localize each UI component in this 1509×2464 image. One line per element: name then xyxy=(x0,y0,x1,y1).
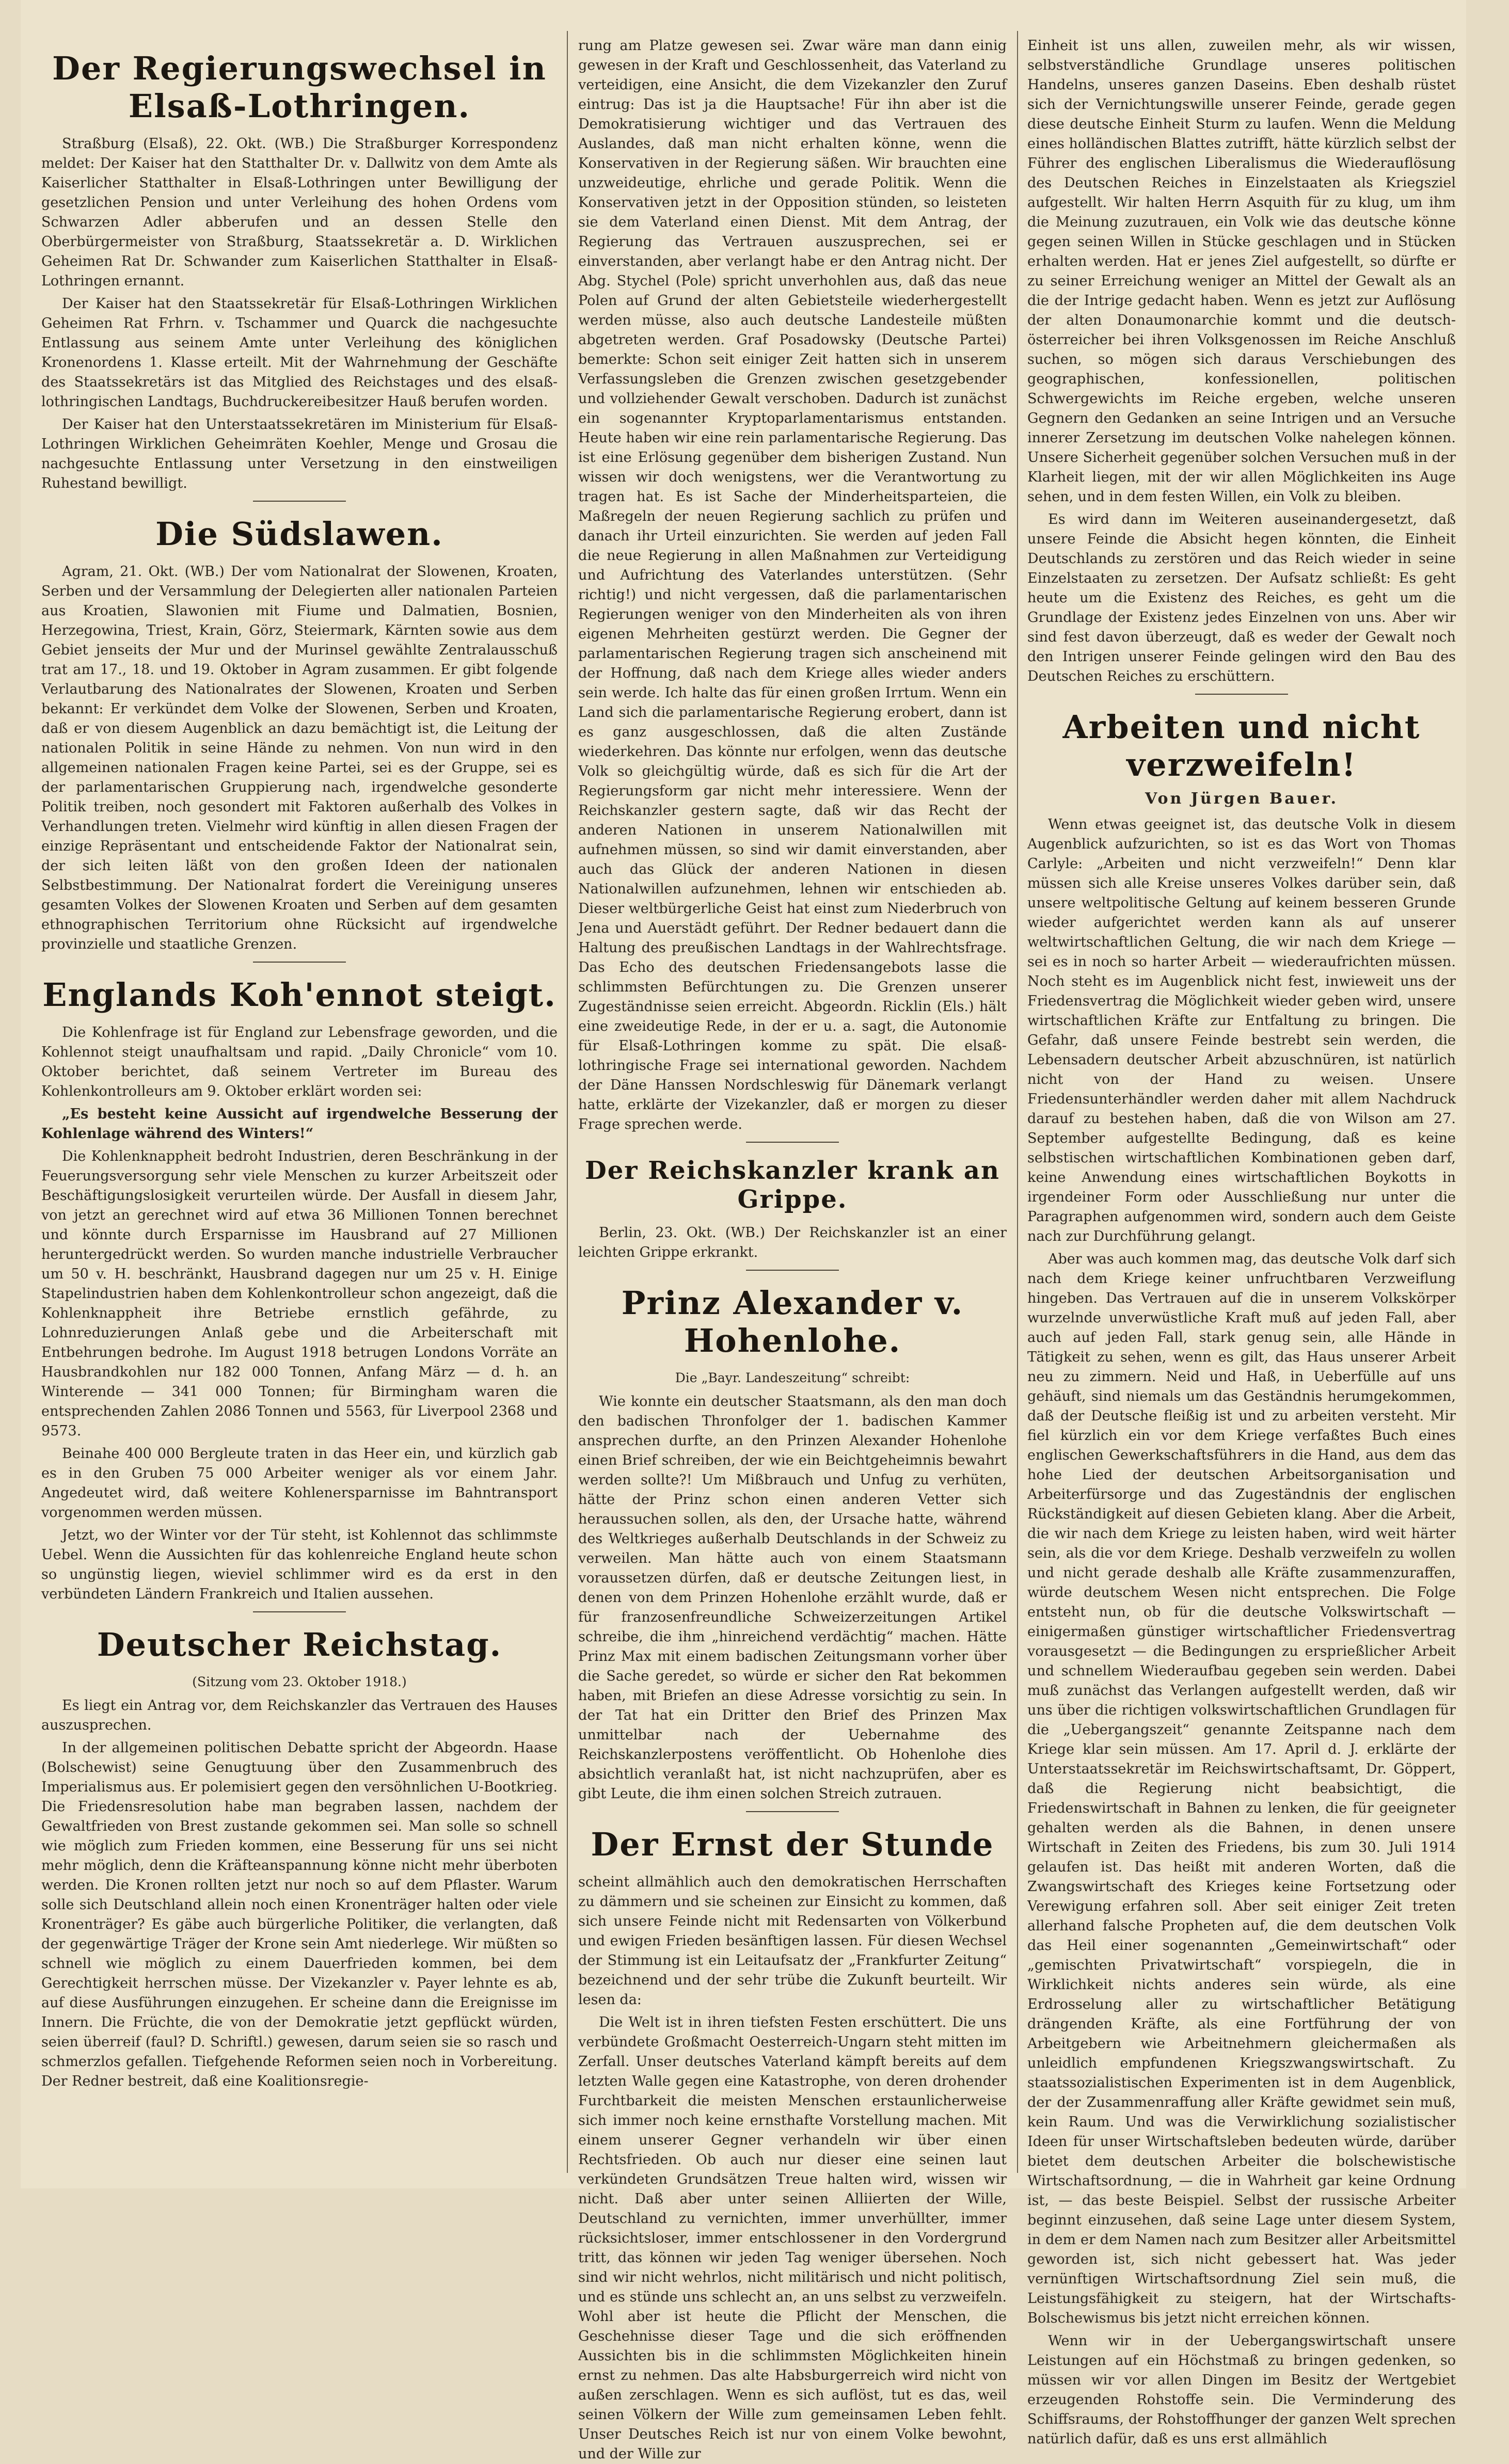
article-paragraph: Wenn wir in der Uebergangswirtschaft unsere Leistungen auf ein Höchstmaß zu bringen gedenken, so müssen wir vor allen Dingen im Besitz der Wertgebiet erzeugenden Rohstoffe sein. Die Verminderung des Schiffsraums, der Rohstoffhunger der ganzen Welt sprechen natürlich dafür, daß es uns erst allmählich xyxy=(1027,2333,1456,2447)
article-paragraph: Die Welt ist in ihren tiefsten Festen erschüttert. Die uns verbündete Großmacht Oesterreich-Ungarn steht mitten im Zerfall. Unser deutsches Vaterland kämpft bereits auf dem letzten Walle gegen eine Katastrophe, von deren drohender Furchtbarkeit die meisten Menschen erstaunlicherweise sich immer noch keine ernsthafte Vorstellung machen. Mit einem unserer Gegner verhandeln wir über einen Rechtsfrieden. Ob auch nur dieser eine seinen laut verkündeten Grundsätzen Treue halten wird, wissen wir nicht. Daß aber unter seinen Alliierten der Wille, Deutschland zu vernichten, immer unverhüllter, immer rücksichtsloser, immer entschlossener in den Vordergrund tritt, das können wir jeden Tag weniger übersehen. Noch sind wir nicht wehrlos, nicht militärisch und nicht politisch, und es stünde uns schlecht an, an uns selbst zu verzweifeln. Wohl aber ist heute die Pflicht der Menschen, die Geschehnisse dieser Tage und die sich eröffnenden Aussichten bis in die schlimmsten Möglichkeiten hinein ernst zu nehmen. Das alte Habsburgerreich wird nicht von außen zerschlagen. Wenn es sich auflöst, tut es das, weil seinen Völkern der Wille zum gemeinsamen Leben fehlt. Unser Deutsches Reich ist nur von einem Volke bewohnt, und der Wille zur xyxy=(578,2014,1007,2462)
article-paragraph: Jetzt, wo der Winter vor der Tür steht, ist Kohlennot das schlimmste Uebel. Wenn die Aussichten für das kohlenreiche England heute schon so ungünstig liegen, wieviel schlimmer wird es da erst in den verbündeten Ländern Frankreich und Italien aussehen. xyxy=(41,1527,558,1602)
article-separator xyxy=(746,1142,839,1143)
article-paragraph: Aber was auch kommen mag, das deutsche Volk darf sich nach dem Kriege keiner unfruchtbaren Verzweiflung hingeben. Das Vertrauen auf die in unserem Volkskörper wurzelnde unverwüstliche Kraft muß auf jeden Fall, aber auch auf jeden Fall, stark genug sein, alle Hände in Tätigkeit zu sehen, wenn es gilt, das Haus unserer Arbeit neu zu zimmern. Neid und Haß, in Ueberfülle auf uns gehäuft, sind niemals um das Geständnis herumgekommen, daß der Deutsche fleißig ist und zu arbeiten versteht. Mir fiel kürzlich ein vor dem Kriege verfaßtes Buch eines englischen Gewerkschaftsführers in die Hand, aus dem das hohe Lied der deutschen Arbeitsorganisation und Arbeiterfürsorge und das Zugeständnis der englischen Rückständigkeit auf diesen Gebieten klang. Aber die Arbeit, die wir nach dem Kriege zu leisten haben, wird weit härter sein, als die vor dem Kriege. Deshalb verzweifeln zu wollen und nicht gerade deshalb alle Kräfte zusammenzuraffen, würde deutschem Wesen nicht entsprechen. Die Folge entsteht nun, ob für die deutsche Volkswirtschaft — einigermaßen günstiger wirtschaftlicher Friedensvertrag vorausgesetzt — die Bedingungen zu ersprießlicher Arbeit und schnellem Wiederaufbau gegeben sein werden. Dabei muß zunächst das Verlangen aufgestellt werden, daß wir uns über die richtigen volkswirtschaftlichen Grundlagen für die „Uebergangszeit“ genannte Zeitspanne nach dem Kriege klar sein müssen. Am 17. April d. J. erklärte der Unterstaatssekretär im Reichswirtschaftsamt, Dr. Göppert, daß die Regierung nicht beabsichtigt, die Friedenswirtschaft in Bahnen zu lenken, die für geeigneter gehalten werden als die Bahnen, in denen unsere Wirtschaft in Zeiten des Friedens, bis zum 30. Juli 1914 gelaufen ist. Das heißt mit anderen Worten, daß die Zwangswirtschaft des Krieges keine Fortsetzung oder Verewigung erfahren soll. Aber seit einiger Zeit treten allerhand falsche Propheten auf, die dem deutschen Volk das Heil einer sogenannten „Gemeinwirtschaft“ oder „gemischten Privatwirtschaft“ vorspiegeln, die in Wirklichkeit nichts anderes sein würde, als eine Erdrosselung aller zu wirtschaftlicher Betätigung drängenden Kräfte, als eine Fortführung der von Arbeitgebern wie Arbeitnehmern gleichermaßen als unleidlich empfundenen Kriegszwangswirtschaft. Zu staatssozialistischen Experimenten ist in dem Augenblick, der der Zusammenraffung aller Kräfte gewidmet sein muß, kein Raum. Und was die Verwirklichung sozialistischer Ideen für unser Wirtschaftsleben bedeuten würde, darüber bietet dem deutschen Arbeiter die bolschewistische Wirtschaftsordnung, — die in Wahrheit gar keine Ordnung ist, — das beste Beispiel. Selbst der russische Arbeiter beginnt einzusehen, daß seine Lage unter diesem System, in dem er dem Namen nach zum Besitzer aller Arbeitsmittel geworden ist, sich nicht gebessert hat. Was jeder vernünftigen Wirtschaftsordnung Ziel sein muß, die Leistungsfähigkeit zu steigern, hat der Wirtschafts-Bolschewismus bis jetzt nicht erreichen können. xyxy=(1027,1251,1456,2326)
headline-arbeiten: Arbeiten und nicht verzweifeln! xyxy=(1062,708,1421,783)
article-paragraph: Der Kaiser hat den Unterstaatssekretären im Ministerium für Elsaß-Lothringen Wirklichen Geheimräten Koehler, Menge und Grosau die nachgesuchte Entlassung unter Versetzung in den einstweiligen Ruhestand bewilligt. xyxy=(41,417,558,491)
headline-reichstag: Deutscher Reichstag. xyxy=(97,1626,502,1663)
headline-suedslawen: Die Südslawen. xyxy=(155,515,443,553)
article-paragraph: Beinahe 400 000 Bergleute traten in das Heer ein, und kürzlich gab es in den Gruben 75 000 Arbeiter weniger als vor einem Jahr. Angedeutet wird, daß weitere Kohlenersparnisse im Bahntransport vorgenommen werden müssen. xyxy=(41,1446,558,1521)
article-quote: „Es besteht keine Aussicht auf irgendwelche Besserung der Kohlenlage während des Winters!“ xyxy=(41,1106,558,1142)
column-rule xyxy=(567,31,568,2173)
author-byline: Von Jürgen Bauer. xyxy=(1145,790,1339,808)
article-separator xyxy=(253,1611,346,1612)
article-paragraph: rung am Platze gewesen sei. Zwar wäre man dann einig gewesen in der Kraft und Geschlossenheit, das Vaterland zu verteidigen, eine Ansicht, die dem Vizekanzler den Zuruf eintrug: Das ist ja die Hauptsache! Für ihn aber ist die Demokratisierung wichtiger und das Vertrauen des Auslandes, daß man nicht erhalten könne, wenn die Konservativen in der Regierung säßen. Wir brauchten eine unzweideutige, ehrliche und gerade Politik. Wenn die Konservativen jetzt in der Opposition stünden, so leisteten sie dem Vaterland einen Dienst. Mit dem Antrag, der Regierung das Vertrauen auszusprechen, sei er einverstanden, aber verlangt habe er den Antrag nicht. Der Abg. Stychel (Pole) spricht unverhohlen aus, daß das neue Polen auf Grund der alten Gebietsteile wiederhergestellt werden müsse, also auch deutsche Landesteile müßten abgetreten werden. Graf Posadowsky (Deutsche Partei) bemerkte: Schon seit einiger Zeit hatten sich in unserem Verfassungsleben die Grenzen zwischen gesetzgebender und vollziehender Gewalt verschoben. Dadurch ist zunächst ein sogenannter Kryptoparlamentarismus entstanden. Heute haben wir eine rein parlamentarische Regierung. Das ist eine Erlösung gegenüber dem bisherigen Zustand. Nun wissen wir doch wenigstens, wer die Verantwortung zu tragen hat. Es ist Sache der Minderheitsparteien, die Maßregeln der neuen Regierung sachlich zu prüfen und danach ihr Urteil einzurichten. Sie werden auf jeden Fall die neue Regierung in allen Maßnahmen zur Verteidigung und Aufrichtung des Vaterlandes unterstützen. (Sehr richtig!) und nicht vergessen, daß die parlamentarischen Regierungen weniger von den Minderheiten als von ihren eigenen Mehrheiten gestürzt werden. Die Gegner der parlamentarischen Regierung tragen sich anscheinend mit der Hoffnung, daß nach dem Kriege alles wieder anders sein werde. Ich halte das für einen großen Irrtum. Wenn ein Land sich die parlamentarische Regierung erobert, dann ist es ganz ausgeschlossen, daß die alten Zustände wiederkehren. Das könnte nur erfolgen, wenn das deutsche Volk so gleichgültig würde, daß es sich für die Art der Regierungsform gar nicht mehr interessiere. Wenn der Reichskanzler gestern sagte, daß wir das Recht der anderen Nationen in unserem Nationalwillen mit aufnehmen müssen, so sind wir damit einverstanden, aber auch das Glück der anderen Nationen in diesen Nationalwillen aufzunehmen, lehnen wir entschieden ab. Dieser weltbürgerliche Geist hat einst zum Niederbruch von Jena und Auerstädt geführt. Der Redner bedauert dann die Haltung des preußischen Landtags in der Wahlrechtsfrage. Das Echo des deutschen Friedensangebots lasse die schlimmsten Befürchtungen zu. Die Grenzen unserer Zugeständnisse seien erreicht. Abgeordn. Ricklin (Els.) hält eine zweideutige Rede, in der er u. a. sagt, die Autonomie für Elsaß-Lothringen komme zu spät. Die elsaß-lothringische Frage sei international geworden. Nachdem der Däne Hanssen Nordschleswig für Dänemark verlangt hatte, erklärte der Vizekanzler, daß er morgen zu dieser Frage sprechen werde. xyxy=(578,38,1007,1132)
article-paragraph: scheint allmählich auch den demokratischen Herrschaften zu dämmern und sie scheinen zur Einsicht zu kommen, daß sich unsere Feinde nicht mit Redensarten von Völkerbund und ewigen Frieden besänftigen lassen. Für diesen Wechsel der Stimmung ist ein Leitaufsatz der „Frankfurter Zeitung“ bezeichnend und der sehr trübe die Zukunft beurteilt. Wir lesen da: xyxy=(578,1874,1007,2008)
article-paragraph: Es liegt ein Antrag vor, dem Reichskanzler das Vertrauen des Hauses auszusprechen. xyxy=(41,1698,558,1733)
headline-ernst-der-stunde: Der Ernst der Stunde xyxy=(591,1826,994,1863)
article-separator xyxy=(253,962,346,963)
article-paragraph: Straßburg (Elsaß), 22. Okt. (WB.) Die Straßburger Korrespondenz meldet: Der Kaiser hat den Statthalter Dr. v. Dallwitz von dem Amte als Kaiserlicher Statthalter in Elsaß-Lothringen unter Bewilligung der gesetzlichen Pension und unter Verleihung des hohen Ordens vom Schwarzen Adler abberufen und an dessen Stelle den Oberbürgermeister von Straßburg, Staatssekretär a. D. Wirklichen Geheimen Rat Dr. Schwander zum Kaiserlichen Statthalter in Elsaß-Lothringen ernannt. xyxy=(41,136,558,289)
article-paragraph: Wenn etwas geeignet ist, das deutsche Volk in diesem Augenblick aufzurichten, so ist es das Wort von Thomas Carlyle: „Arbeiten und nicht verzweifeln!“ Denn klar müssen sich alle Kreise unseres Volkes darüber sein, daß unsere weltpolitische Geltung auf keinem besseren Grunde wieder aufgerichtet werden kann als auf unserer weltwirtschaftlichen Geltung, die wir nach dem Kriege — sei es in noch so harter Arbeit — wiederaufrichten müssen. Noch steht es im Augenblick nicht fest, inwieweit uns der Friedensvertrag die Möglichkeit wieder geben wird, unsere wirtschaftlichen Kräfte zur Entfaltung zu bringen. Die Gefahr, daß unsere Feinde bestrebt sein werden, die Lebensadern deutscher Arbeit abzuschnüren, ist natürlich nicht von der Hand zu weisen. Unsere Friedensunterhändler werden daher mit allem Nachdruck darauf zu bestehen haben, daß die von Wilson am 27. September aufgestellte Bedingung, daß es keine selbstischen wirtschaftlichen Kombinationen geben darf, keine Anwendung eines wirtschaftlichen Boykotts in irgendeiner Form oder Ausschließung nur unter die Paragraphen aufgenommen wird, sondern auch dem Geiste nach zur Durchführung gelangt. xyxy=(1027,817,1456,1244)
column-3 xyxy=(1027,36,1456,2447)
headline-hohenlohe: Prinz Alexander v. Hohenlohe. xyxy=(621,1284,964,1359)
article-paragraph: Wie konnte ein deutscher Staatsmann, als den man doch den badischen Thronfolger der 1. badischen Kammer ansprechen durfte, an den Prinzen Alexander Hohenlohe einen Brief schreiben, der wie ein Beichtgeheimnis bewahrt werden sollte?! Um Mißbrauch und Unfug zu verhüten, hätte der Prinz schon einen anderen Vetter sich heraussuchen sollen, als den, der Ursache hatte, während des Weltkrieges außerhalb Deutschlands in der Schweiz zu verweilen. Man hätte auch von einem Staatsmann voraussetzen dürfen, daß er deutsche Zeitungen liest, in denen von dem Prinzen Hohenlohe erzählt wurde, daß er für franzosenfreundliche Schweizerzeitungen Artikel schreibe, die ihm „hinreichend verdächtig“ machen. Hätte Prinz Max mit einem badischen Zeitungsmann vorher über die Sache geredet, so würde er sicher den Rat bekommen haben, mit Briefen an diese Adresse vorsichtig zu sein. In der Tat hat ein Dritter den Brief des Prinzen Max unmittelbar nach der Uebernahme des Reichskanzlerpostens veröffentlicht. Ob Hohenlohe dies absichtlich veranlaßt hat, ist nicht nachzuprüfen, aber es gibt Leute, die ihm einen solchen Streich zutrauen. xyxy=(578,1394,1007,1802)
article-separator xyxy=(746,1270,839,1271)
column-2 xyxy=(578,36,1007,2462)
headline-reichskanzler-grippe: Der Reichskanzler krank an Grippe. xyxy=(585,1156,1000,1214)
newspaper-page xyxy=(21,0,1466,2462)
article-paragraph: Agram, 21. Okt. (WB.) Der vom Nationalrat der Slowenen, Kroaten, Serben und der Versammlung der Delegierten aller nationalen Parteien aus Kroatien, Slawonien mit Fiume und Dalmatien, Bosnien, Herzegowina, Triest, Krain, Görz, Steiermark, Kärnten sowie aus dem Gebiet jenseits der Mur und der Murinsel gewählte Zentralausschuß trat am 17., 18. und 19. Oktober in Agram zusammen. Er gibt folgende Verlautbarung des Nationalrates der Slowenen, Kroaten und Serben bekannt: Er verkündet dem Volke der Slowenen, Serben und Kroaten, daß er von diesem Augenblick an dazu bemächtigt ist, die Leitung der nationalen Politik in seine Hände zu nehmen. Von nun wird in den allgemeinen nationalen Fragen keine Partei, sei es der Gruppe, sei es der parlamentarischen Gruppierung nach, irgendwelche gesonderte Politik treiben, noch gesondert mit Faktoren außerhalb des Volkes in Verhandlungen treten. Vielmehr wird künftig in allen diesen Fragen der einzige Repräsentant und entscheidende Faktor der Nationalrat sein, der sich leiten läßt von den großen Ideen der nationalen Selbstbestimmung. Der Nationalrat fordert die Vereinigung unseres gesamten Volkes der Slowenen Kroaten und Serben auf dem gesamten ethnographischen Territorium ohne Rücksicht auf irgendwelche provinzielle und staatliche Grenzen. xyxy=(41,564,558,952)
headline-kohlennot: Englands Koh'ennot steigt. xyxy=(42,976,557,1014)
column-rule xyxy=(1017,31,1018,2173)
session-date: (Sitzung vom 23. Oktober 1918.) xyxy=(192,1674,407,1689)
article-paragraph: Berlin, 23. Okt. (WB.) Der Reichskanzler ist an einer leichten Grippe erkrankt. xyxy=(578,1225,1007,1260)
article-paragraph: Der Kaiser hat den Staatssekretär für Elsaß-Lothringen Wirklichen Geheimen Rat Frhrn. v. Tschammer und Quarck die nachgesuchte Entlassung aus seinem Amte unter Verleihung des königlichen Kronenordens 1. Klasse erteilt. Mit der Wahrnehmung der Geschäfte des Staatssekretärs ist das Mitglied des Reichstages und des elsaß-lothringischen Landtags, Buchdruckereibesitzer Hauß berufen worden. xyxy=(41,296,558,410)
article-paragraph: In der allgemeinen politischen Debatte spricht der Abgeordn. Haase (Bolschewist) seine Genugtuung über den Zusammenbruch des Imperialismus aus. Er polemisiert gegen den versöhnlichen U-Bootkrieg. Die Friedensresolution habe man begraben lassen, nachdem der Gewaltfrieden von Brest zustande gekommen sei. Man solle so schnell wie möglich zum Frieden kommen, eine Besserung für uns sei nicht mehr möglich, denn die Kräfteanspannung könne nicht mehr überboten werden. Die Kronen rollten jetzt nur noch so auf dem Pflaster. Warum solle sich Deutschland allein noch einen Kronenträger halten oder viele Kronenträger? Es gäbe auch bürgerliche Politiker, die verlangten, daß der gegenwärtige Träger der Krone sein Amt niederlege. Wir müßten so schnell wie möglich zu einem Dauerfrieden kommen, bei dem Gerechtigkeit herrschen müsse. Der Vizekanzler v. Payer lehnte es ab, auf diese Ausführungen einzugehen. Er scheine dann die Ereignisse im Innern. Die Früchte, die von der Demokratie jetzt gepflückt würden, seien überreif (faul? D. Schriftl.) gewesen, darum seien sie so rasch und schmerzlos gefallen. Tiefgehende Reformen seien noch in Vorbereitung. Der Redner bestreit, daß eine Koalitionsregie- xyxy=(41,1740,558,2089)
article-separator xyxy=(1195,694,1288,695)
article-paragraph: Es wird dann im Weiteren auseinandergesetzt, daß unsere Feinde die Absicht hegen könnten, die Einheit Deutschlands zu zerstören und das Reich wieder in seine Einzelstaaten zu zersetzen. Der Aufsatz schließt: Es geht heute um die Existenz des Reiches, es geht um die Grundlage der Existenz jedes Einzelnen von uns. Aber wir sind fest davon überzeugt, daß es weder der Gewalt noch den Intrigen unserer Feinde gelingen wird den Bau des Deutschen Reiches zu erschüttern. xyxy=(1027,511,1456,684)
article-separator xyxy=(746,1811,839,1812)
source-note: Die „Bayr. Landeszeitung“ schreibt: xyxy=(675,1370,910,1385)
column-1 xyxy=(41,36,558,2168)
article-paragraph: Die Kohlenknappheit bedroht Industrien, deren Beschränkung in der Feuerungsversorgung sehr viele Menschen zu kurzer Arbeitszeit oder Beschäftigungslosigkeit verurteilen würde. Der Ausfall in diesem Jahr, von jetzt an gerechnet wird auf etwa 36 Millionen Tonnen berechnet und könnte durch Ersparnisse im Hausbrand auf 27 Millionen heruntergedrückt werden. So wurden manche industrielle Verbraucher um 50 v. H. beschränkt, Hausbrand dagegen nur um 25 v. H. Einige Stapelindustrien haben dem Kohlenkontrolleur schon angezeigt, daß die Kohlenknappheit ihre Betriebe ernstlich gefährde, zu Lohnreduzierungen Anlaß gebe und die Arbeiterschaft mit Entbehrungen bedrohe. Im August 1918 betrugen Londons Vorräte an Hausbrandkohlen nur 182 000 Tonnen, Anfang März — d. h. an Winterende — 341 000 Tonnen; für Birmingham waren die entsprechenden Zahlen 2086 Tonnen und 5563, für Liverpool 2368 und 9573. xyxy=(41,1148,558,1439)
article-paragraph: Die Kohlenfrage ist für England zur Lebensfrage geworden, und die Kohlennot steigt unaufhaltsam und rapid. „Daily Chronicle“ vom 10. Oktober berichtet, daß seinem Vertreter im Bureau des Kohlenkontrolleurs am 9. Oktober erklärt worden sei: xyxy=(41,1025,558,1099)
headline-elsass-lothringen: Der Regierungswechsel in Elsaß-Lothringen. xyxy=(52,50,547,125)
article-separator xyxy=(253,501,346,502)
article-paragraph: Einheit ist uns allen, zuweilen mehr, als wir wissen, selbstverständliche Grundlage unseres politischen Handelns, unseres ganzen Daseins. Eben deshalb rüstet sich der Vernichtungswille unserer Feinde, gerade gegen diese deutsche Einheit Sturm zu laufen. Wenn die Meldung eines holländischen Blattes zutrifft, hätte kürzlich selbst der Führer des englischen Liberalismus die Wiederauflösung des Deutschen Reiches in Einzelstaaten als Kriegsziel aufgestellt. Wir halten Herrn Asquith für zu klug, um ihm die Meinung zuzutrauen, ein Volk wie das deutsche könne gegen seinen Willen in Stücke geschlagen und in Stücken erhalten werden. Hat er jenes Ziel aufgestellt, so dürfte er zu seiner Erreichung weniger an Mittel der Gewalt als an die der Intrige gedacht haben. Wenn es jetzt zur Auflösung der alten Donaumonarchie kommt und die deutsch-österreicher bei ihren Volksgenossen im Reiche Anschluß suchen, so mögen sich daraus Verschiebungen des geographischen, konfessionellen, politischen Schwergewichts im Reiche ergeben, welche unseren Gegnern den Gedanken an seine Intrigen und an Versuche innerer Zersetzung im deutschen Volke nahelegen können. Unsere Sicherheit gegenüber solchen Versuchen muß in der Klarheit liegen, mit der wir allen Möglichkeiten ins Auge sehen, und in dem festen Willen, ein Volk zu bleiben. xyxy=(1027,38,1456,505)
